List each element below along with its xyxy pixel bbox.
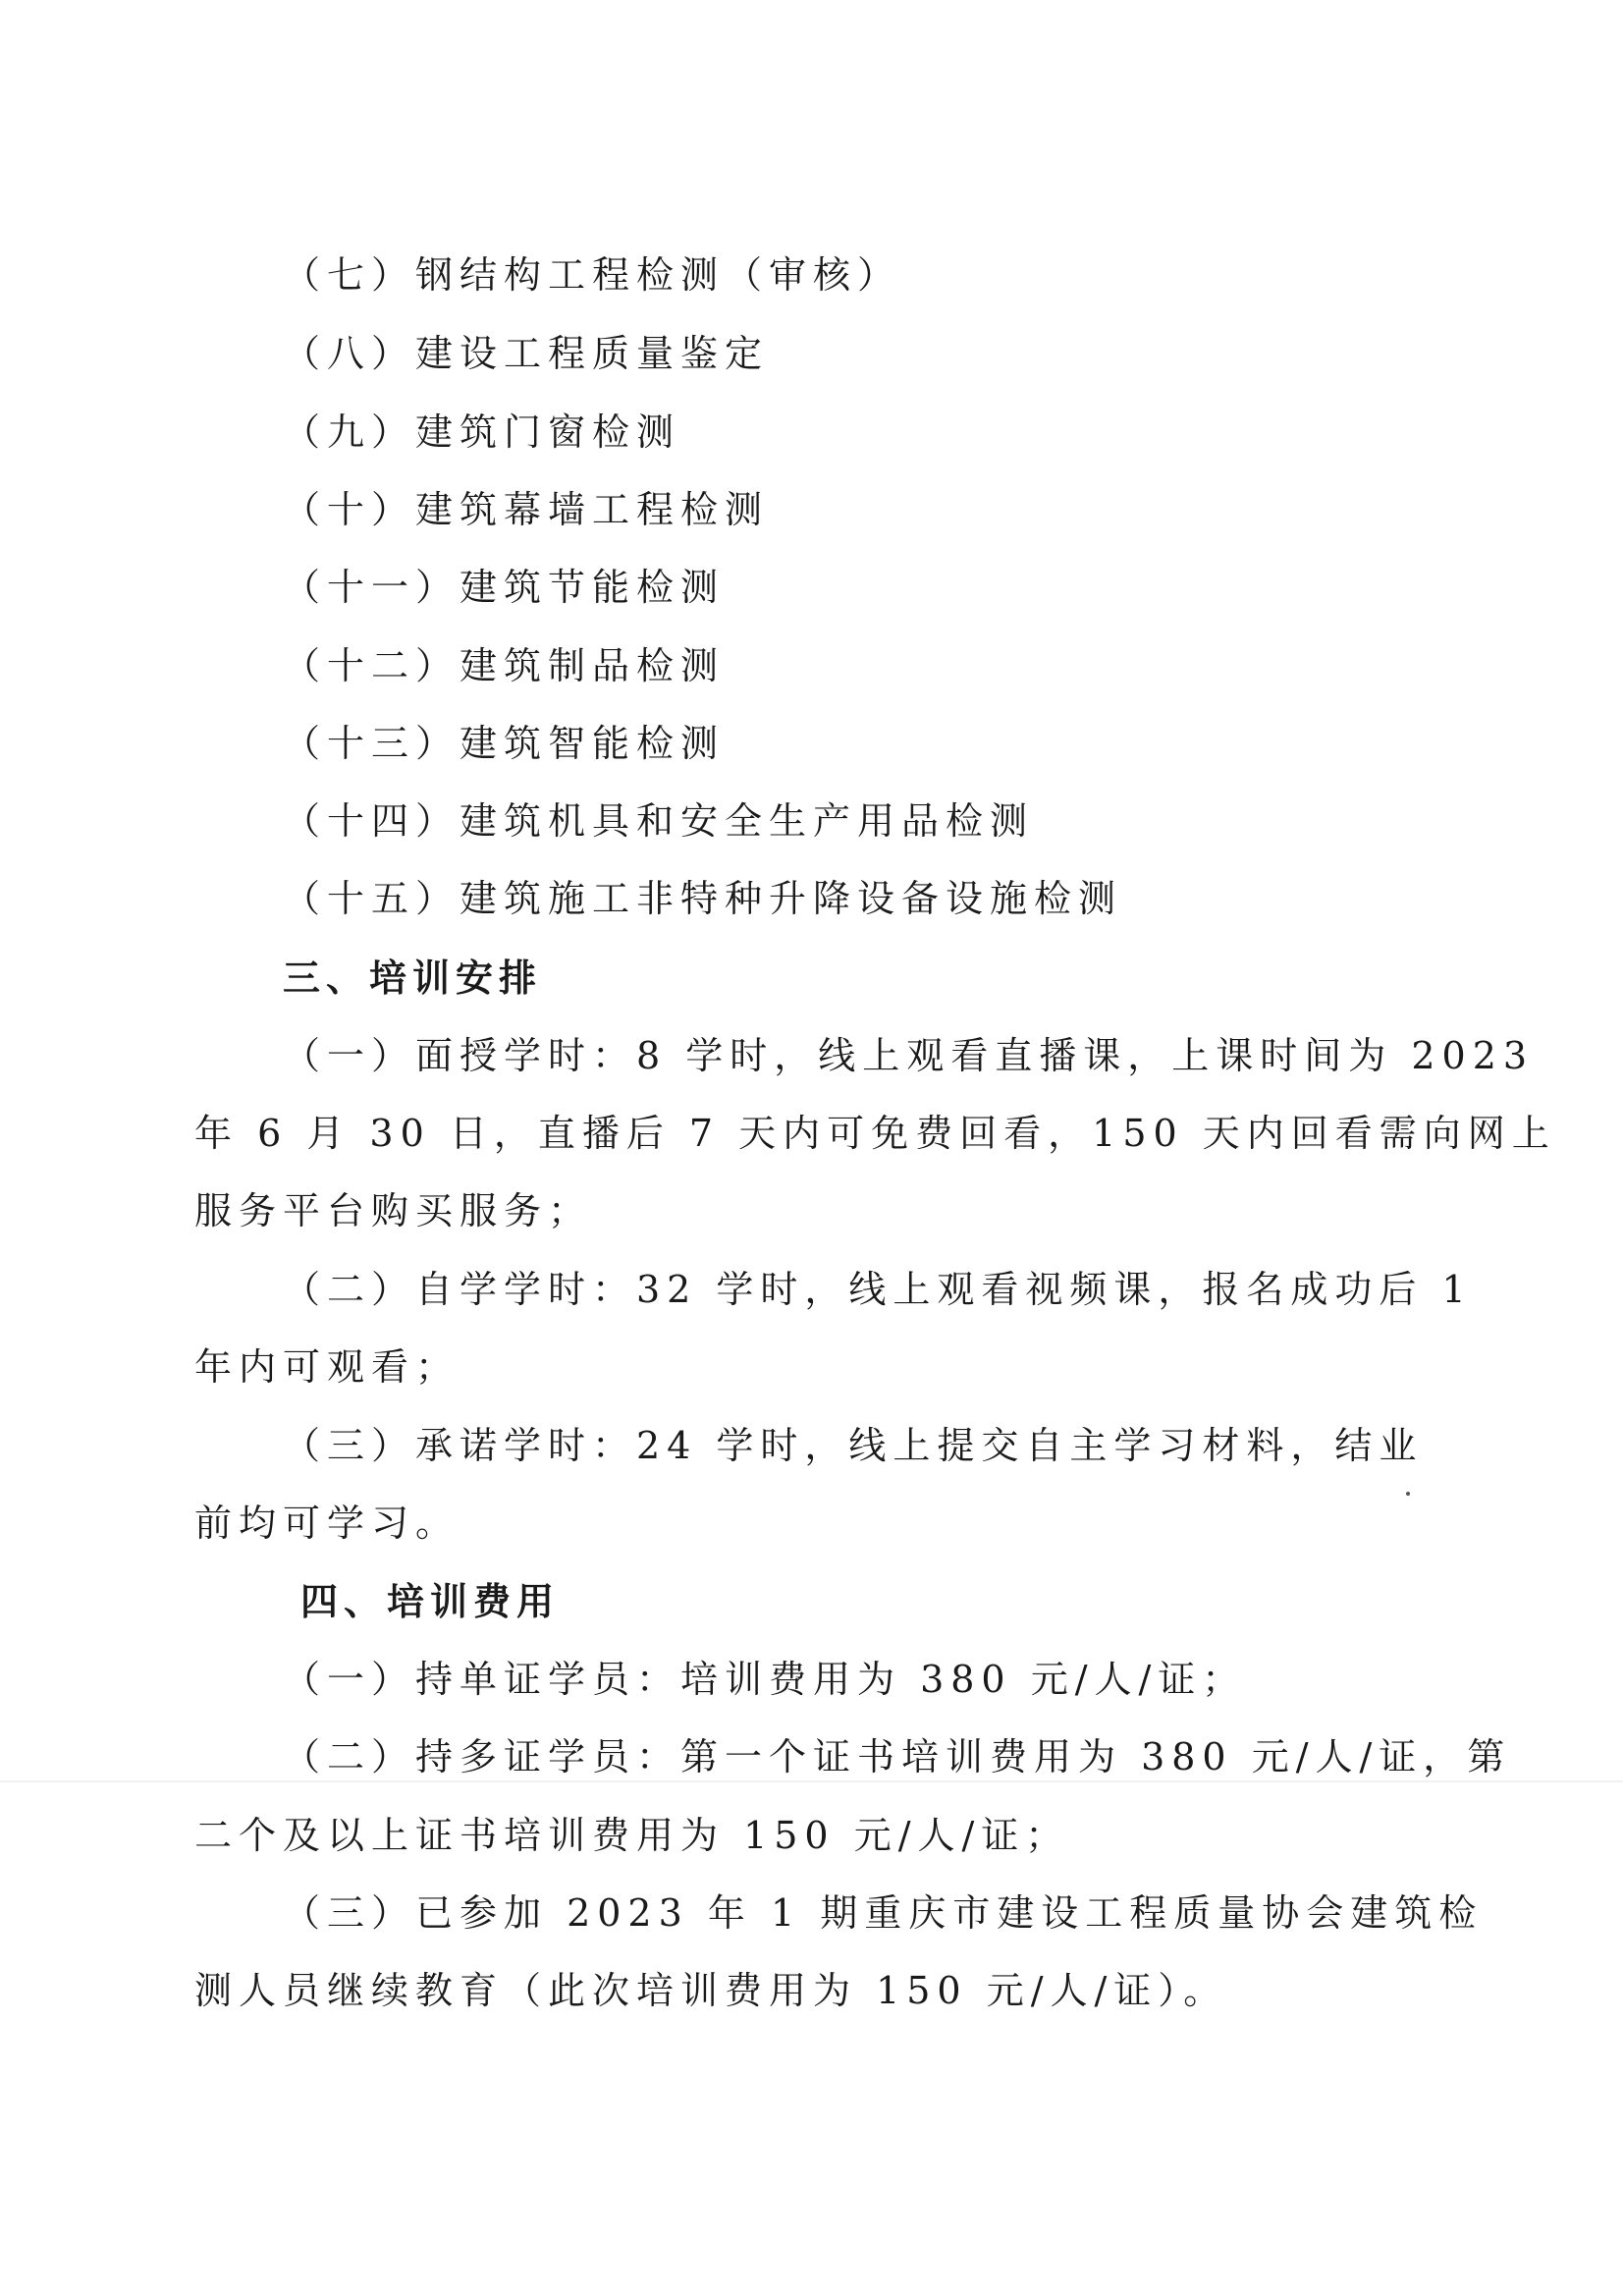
paragraph-line: （三）已参加 2023 年 1 期重庆市建设工程质量协会建筑检 [283, 1891, 1484, 1935]
list-item-11: （十一）建筑节能检测 [283, 566, 726, 609]
paragraph-line: （三）承诺学时：24 学时，线上提交自主学习材料，结业 [283, 1424, 1424, 1467]
paragraph-line: （二）自学学时：32 学时，线上观看视频课，报名成功后 1 [283, 1268, 1473, 1311]
section-heading-training-arrangement: 三、培训安排 [283, 957, 543, 1000]
paragraph-line: 年 6 月 30 日，直播后 7 天内可免费回看，150 天内回看需向网上 [194, 1112, 1556, 1155]
paragraph-line: 测人员继续教育（此次培训费用为 150 元/人/证）。 [194, 1969, 1228, 2012]
list-item-12: （十二）建筑制品检测 [283, 644, 726, 687]
paragraph-line: 年内可观看； [194, 1345, 460, 1389]
paragraph-line: （二）持多证学员：第一个证书培训费用为 380 元/人/证，第 [283, 1735, 1512, 1778]
paragraph-line: 服务平台购买服务； [194, 1189, 593, 1232]
scan-seam [0, 1780, 1623, 1782]
paragraph-line: 二个及以上证书培训费用为 150 元/人/证； [194, 1814, 1070, 1857]
list-item-14: （十四）建筑机具和安全生产用品检测 [283, 799, 1035, 843]
list-item-15: （十五）建筑施工非特种升降设备设施检测 [283, 877, 1123, 920]
paragraph-line: 前均可学习。 [194, 1502, 460, 1545]
scan-speck [1406, 1492, 1410, 1496]
paragraph-line: （一）持单证学员：培训费用为 380 元/人/证； [283, 1658, 1247, 1701]
list-item-8: （八）建设工程质量鉴定 [283, 332, 770, 375]
list-item-7: （七）钢结构工程检测（审核） [283, 253, 902, 297]
section-heading-training-fees: 四、培训费用 [300, 1580, 561, 1623]
paragraph-line: （一）面授学时：8 学时，线上观看直播课，上课时间为 2023 [283, 1034, 1535, 1077]
list-item-13: （十三）建筑智能检测 [283, 722, 726, 765]
list-item-9: （九）建筑门窗检测 [283, 410, 681, 454]
list-item-10: （十）建筑幕墙工程检测 [283, 488, 770, 531]
